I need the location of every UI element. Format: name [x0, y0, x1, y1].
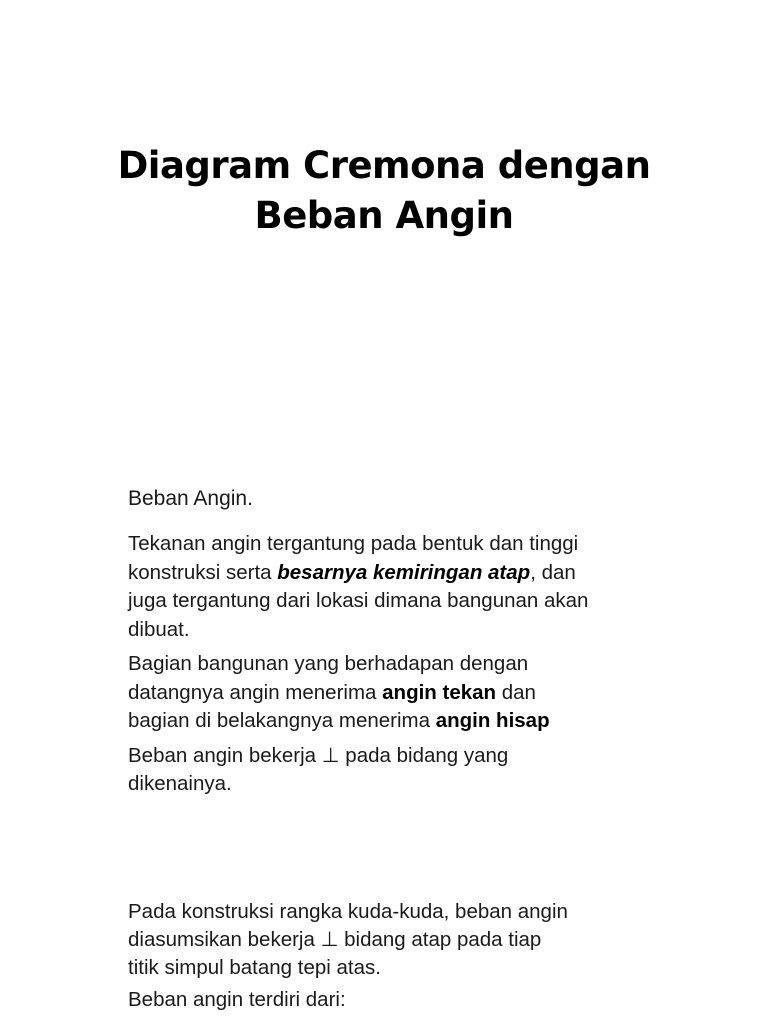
truss-wind-text-block [128, 898, 568, 1018]
paragraph-wind-sides-text-a: Bagian bangunan yang berhadapan dengan datangnya angin menerima [128, 652, 529, 704]
slide-title [0, 141, 768, 241]
slide-title-line-2: Beban Angin [254, 193, 514, 237]
section-heading: Beban Angin. [128, 487, 253, 510]
paragraph-wind-pressure-text-a: Tekanan angin tergantung pada bentuk dan tinggi konstruksi serta [128, 532, 579, 584]
paragraph-truss-assumption: Pada konstruksi rangka kuda-kuda, beban angin diasumsikan bekerja ⊥ bidang atap pada tiap titik simpul batang tepi atas. [128, 900, 568, 979]
emphasis-pressure-wind: angin tekan [382, 680, 497, 704]
slide-title-line-1: Diagram Cremona dengan [117, 143, 651, 187]
paragraph-wind-components: Beban angin terdiri dari: [128, 988, 346, 1011]
paragraph-wind-sides [128, 650, 598, 736]
wind-load-text-block [128, 484, 598, 805]
emphasis-roof-slope: besarnya kemiringan atap [277, 560, 531, 584]
emphasis-suction-wind: angin hisap [435, 709, 550, 732]
paragraph-wind-direction: Beban angin bekerja ⊥ pada bidang yang dikenainya. [128, 743, 509, 795]
paragraph-wind-pressure-text-c: , dan juga tergantung dari lokasi dimana bangunan akan dibuat. [128, 560, 589, 641]
paragraph-wind-pressure [128, 530, 598, 644]
paragraph-wind-sides-text-c: dan bagian di belakangnya menerima [128, 680, 536, 732]
